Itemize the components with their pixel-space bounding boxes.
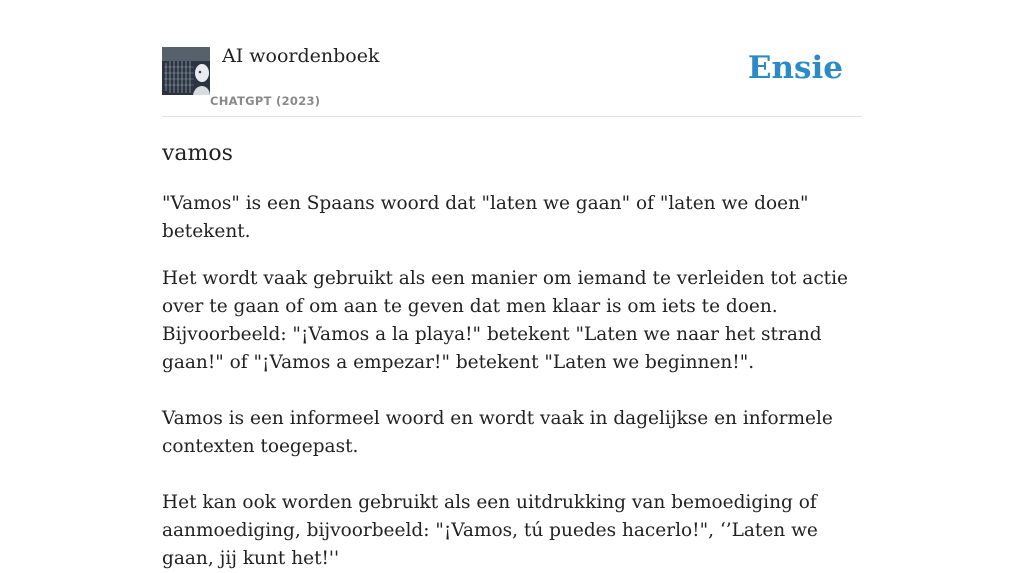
- ensie-logo[interactable]: Ensie: [747, 50, 843, 86]
- source-title[interactable]: AI woordenboek: [222, 45, 380, 67]
- robot-avatar-icon[interactable]: [162, 47, 210, 95]
- entry-headword: vamos: [162, 141, 233, 166]
- source-meta: CHATGPT (2023): [210, 94, 321, 108]
- dictionary-entry: [162, 138, 862, 573]
- entry-paragraph: Het kan ook worden gebruikt als een uitdrukking van bemoediging of aanmoediging, bijvoorbeeld: "¡Vamos, tú puedes hacerlo!", ‘’Laten we gaan, jij kunt het!'': [162, 492, 818, 569]
- entry-definition: "Vamos" is een Spaans woord dat "laten we gaan" of "laten we doen" betekent.: [162, 193, 809, 242]
- entry-paragraph: Vamos is een informeel woord en wordt vaak in dagelijkse en informele contexten toegepast.: [162, 408, 833, 457]
- entry-paragraph: Het wordt vaak gebruikt als een manier om iemand te verleiden tot actie over te gaan of om aan te geven dat men klaar is om iets te doen. Bijvoorbeeld: "¡Vamos a la playa!" betekent "Laten we naar het strand gaan!" of "¡Vamos a empezar!" betekent "Laten we beginnen!".: [162, 268, 848, 373]
- source-header: [162, 0, 862, 117]
